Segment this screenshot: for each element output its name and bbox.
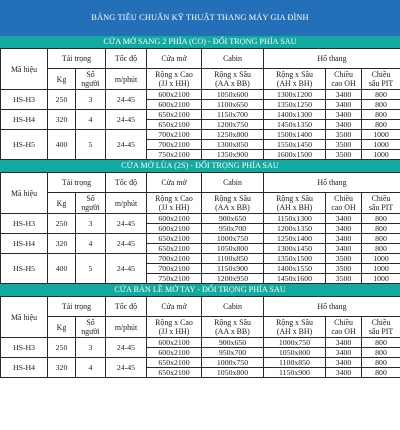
cell-hoist: 1500x1400 bbox=[264, 130, 326, 140]
header-pit-line2: sâu PIT bbox=[368, 203, 394, 212]
header-oh bbox=[326, 317, 362, 338]
header-door-size-line2: (JJ x HH) bbox=[158, 327, 190, 336]
cell-door: 600x2100 bbox=[147, 100, 202, 110]
header-hoist-size-line1: Rộng x Sâu bbox=[276, 194, 313, 203]
header-speed-unit: m/phút bbox=[106, 317, 147, 338]
cell-pit: 800 bbox=[362, 110, 400, 120]
cell-model: HS-H4 bbox=[1, 358, 48, 378]
header-hoist-size-line1: Rộng x Sâu bbox=[276, 318, 313, 327]
cell-door: 600x2100 bbox=[147, 224, 202, 234]
cell-cabin: 1050x800 bbox=[202, 368, 264, 378]
cell-cabin: 1300x850 bbox=[202, 140, 264, 150]
page-title: BẢNG TIÊU CHUẨN KỸ THUẬT THANG MÁY GIA ĐÌNH bbox=[0, 0, 400, 36]
cell-oh: 3400 bbox=[326, 100, 362, 110]
header-pit bbox=[362, 317, 400, 338]
cell-door: 650x2100 bbox=[147, 110, 202, 120]
cell-speed: 24-45 bbox=[106, 130, 147, 160]
cell-oh: 3400 bbox=[326, 90, 362, 100]
cell-hoist: 1550x1450 bbox=[264, 140, 326, 150]
cell-door: 600x2100 bbox=[147, 214, 202, 224]
cell-cabin: 950x700 bbox=[202, 348, 264, 358]
header-cabin-size bbox=[202, 317, 264, 338]
cell-oh: 3500 bbox=[326, 274, 362, 284]
cell-cabin: 1050x600 bbox=[202, 90, 264, 100]
header-persons-line1: Số bbox=[86, 70, 95, 79]
header-cabin-size-line2: (AA x BB) bbox=[215, 327, 250, 336]
section-banner: CỬA MỞ LÙA (2S) - ĐỐI TRỌNG PHÍA SAU bbox=[0, 160, 400, 172]
cell-pit: 1000 bbox=[362, 254, 400, 264]
header-load: Tải trọng bbox=[48, 297, 106, 317]
header-persons-line2: người bbox=[81, 327, 100, 336]
cell-cabin: 1100x650 bbox=[202, 100, 264, 110]
table-row bbox=[1, 338, 400, 348]
cell-hoist: 1050x800 bbox=[264, 348, 326, 358]
cell-pit: 800 bbox=[362, 368, 400, 378]
cell-model: HS-H3 bbox=[1, 90, 48, 110]
table-row bbox=[1, 90, 400, 100]
header-cabin: Cabin bbox=[202, 297, 264, 317]
header-cabin-size bbox=[202, 69, 264, 90]
header-door-size-line2: (JJ x HH) bbox=[158, 79, 190, 88]
header-oh-line2: cao OH bbox=[331, 327, 356, 336]
cell-pit: 800 bbox=[362, 244, 400, 254]
cell-model: HS-H4 bbox=[1, 110, 48, 130]
header-oh bbox=[326, 69, 362, 90]
header-cabin-size-line1: Rộng x Sâu bbox=[214, 70, 251, 79]
header-speed: Tốc độ bbox=[106, 173, 147, 193]
cell-pit: 800 bbox=[362, 234, 400, 244]
table-row bbox=[1, 358, 400, 368]
header-load: Tải trọng bbox=[48, 173, 106, 193]
cell-oh: 3500 bbox=[326, 264, 362, 274]
table-row bbox=[1, 234, 400, 244]
section-banner: CỬA BẢN LỀ MỞ TAY - ĐỐI TRỌNG PHÍA SAU bbox=[0, 284, 400, 296]
header-kg: Kg bbox=[48, 317, 76, 338]
header-speed-unit: m/phút bbox=[106, 69, 147, 90]
cell-model: HS-H5 bbox=[1, 254, 48, 284]
header-model: Mã hiệu bbox=[1, 173, 48, 214]
header-kg: Kg bbox=[48, 69, 76, 90]
header-hoist-size-line2: (AH x BH) bbox=[276, 327, 313, 336]
cell-oh: 3400 bbox=[326, 120, 362, 130]
header-pit-line1: Chiều bbox=[371, 194, 391, 203]
header-hoist-size bbox=[264, 317, 326, 338]
header-oh-line1: Chiều bbox=[334, 70, 353, 79]
cell-hoist: 1100x850 bbox=[264, 358, 326, 368]
header-oh bbox=[326, 193, 362, 214]
cell-speed: 24-45 bbox=[106, 254, 147, 284]
header-hoist-size bbox=[264, 193, 326, 214]
header-cabin: Cabin bbox=[202, 173, 264, 193]
cell-oh: 3500 bbox=[326, 140, 362, 150]
cell-door: 700x2100 bbox=[147, 254, 202, 264]
cell-cabin: 1350x900 bbox=[202, 150, 264, 160]
header-hoistway: Hố thang bbox=[264, 49, 400, 69]
cell-door: 750x2100 bbox=[147, 150, 202, 160]
cell-door: 750x2100 bbox=[147, 274, 202, 284]
header-speed: Tốc độ bbox=[106, 297, 147, 317]
cell-cabin: 1150x900 bbox=[202, 264, 264, 274]
cell-door: 700x2100 bbox=[147, 140, 202, 150]
header-persons-line2: người bbox=[81, 203, 100, 212]
header-load: Tải trọng bbox=[48, 49, 106, 69]
cell-kg: 400 bbox=[48, 130, 76, 160]
cell-hoist: 1600x1500 bbox=[264, 150, 326, 160]
cell-model: HS-H5 bbox=[1, 130, 48, 160]
cell-door: 650x2100 bbox=[147, 358, 202, 368]
cell-hoist: 1300x1450 bbox=[264, 244, 326, 254]
cell-oh: 3400 bbox=[326, 214, 362, 224]
cell-hoist: 1400x1550 bbox=[264, 264, 326, 274]
cell-oh: 3400 bbox=[326, 110, 362, 120]
cell-kg: 250 bbox=[48, 214, 76, 234]
cell-oh: 3500 bbox=[326, 254, 362, 264]
cell-pit: 1000 bbox=[362, 264, 400, 274]
cell-cabin: 1200x750 bbox=[202, 120, 264, 130]
cell-pit: 800 bbox=[362, 90, 400, 100]
cell-hoist: 1200x1350 bbox=[264, 224, 326, 234]
cell-door: 700x2100 bbox=[147, 264, 202, 274]
cell-hoist: 1450x1350 bbox=[264, 120, 326, 130]
header-door-size bbox=[147, 317, 202, 338]
cell-speed: 24-45 bbox=[106, 110, 147, 130]
header-persons bbox=[76, 193, 106, 214]
spec-table bbox=[0, 48, 400, 160]
header-pit-line2: sâu PIT bbox=[368, 327, 394, 336]
header-model: Mã hiệu bbox=[1, 297, 48, 338]
cell-door: 650x2100 bbox=[147, 234, 202, 244]
cell-hoist: 1450x1600 bbox=[264, 274, 326, 284]
cell-door: 650x2100 bbox=[147, 368, 202, 378]
header-speed-unit: m/phút bbox=[106, 193, 147, 214]
cell-pit: 1000 bbox=[362, 274, 400, 284]
cell-speed: 24-45 bbox=[106, 214, 147, 234]
header-door-size-line1: Rộng x Cao bbox=[155, 318, 193, 327]
header-door: Cửa mở bbox=[147, 297, 202, 317]
cell-pit: 800 bbox=[362, 348, 400, 358]
cell-door: 650x2100 bbox=[147, 244, 202, 254]
cell-hoist: 1350x1500 bbox=[264, 254, 326, 264]
section-banner: CỬA MỞ SANG 2 PHÍA (CO) - ĐỐI TRỌNG PHÍA SAU bbox=[0, 36, 400, 48]
table-row bbox=[1, 130, 400, 140]
header-pit bbox=[362, 193, 400, 214]
header-kg: Kg bbox=[48, 193, 76, 214]
header-model: Mã hiệu bbox=[1, 49, 48, 90]
cell-cabin: 900x650 bbox=[202, 338, 264, 348]
cell-oh: 3400 bbox=[326, 368, 362, 378]
cell-persons: 5 bbox=[76, 130, 106, 160]
cell-speed: 24-45 bbox=[106, 358, 147, 378]
header-cabin-size-line1: Rộng x Sâu bbox=[214, 194, 251, 203]
cell-pit: 800 bbox=[362, 100, 400, 110]
header-persons-line2: người bbox=[81, 79, 100, 88]
header-oh-line2: cao OH bbox=[331, 79, 356, 88]
cell-hoist: 1150x1300 bbox=[264, 214, 326, 224]
cell-door: 600x2100 bbox=[147, 90, 202, 100]
cell-speed: 24-45 bbox=[106, 234, 147, 254]
cell-door: 600x2100 bbox=[147, 338, 202, 348]
cell-kg: 320 bbox=[48, 234, 76, 254]
cell-hoist: 1150x900 bbox=[264, 368, 326, 378]
cell-pit: 800 bbox=[362, 338, 400, 348]
cell-pit: 1000 bbox=[362, 150, 400, 160]
cell-oh: 3400 bbox=[326, 358, 362, 368]
cell-persons: 4 bbox=[76, 110, 106, 130]
header-cabin-size-line2: (AA x BB) bbox=[215, 203, 250, 212]
spec-table bbox=[0, 172, 400, 284]
header-pit bbox=[362, 69, 400, 90]
header-door-size-line1: Rộng x Cao bbox=[155, 70, 193, 79]
header-oh-line1: Chiều bbox=[334, 194, 353, 203]
header-door-size-line2: (JJ x HH) bbox=[158, 203, 190, 212]
header-pit-line1: Chiều bbox=[371, 318, 391, 327]
header-oh-line2: cao OH bbox=[331, 203, 356, 212]
header-persons-line1: Số bbox=[86, 318, 95, 327]
cell-door: 700x2100 bbox=[147, 130, 202, 140]
cell-model: HS-H3 bbox=[1, 214, 48, 234]
cell-hoist: 1400x1300 bbox=[264, 110, 326, 120]
cell-cabin: 1200x950 bbox=[202, 274, 264, 284]
header-hoistway: Hố thang bbox=[264, 297, 400, 317]
cell-oh: 3500 bbox=[326, 150, 362, 160]
cell-oh: 3400 bbox=[326, 348, 362, 358]
header-cabin-size-line2: (AA x BB) bbox=[215, 79, 250, 88]
header-door-size bbox=[147, 69, 202, 90]
cell-hoist: 1250x1400 bbox=[264, 234, 326, 244]
cell-oh: 3400 bbox=[326, 244, 362, 254]
cell-kg: 250 bbox=[48, 338, 76, 358]
header-cabin-size bbox=[202, 193, 264, 214]
header-hoist-size bbox=[264, 69, 326, 90]
cell-hoist: 1000x750 bbox=[264, 338, 326, 348]
cell-cabin: 1250x800 bbox=[202, 130, 264, 140]
cell-persons: 4 bbox=[76, 234, 106, 254]
header-cabin: Cabin bbox=[202, 49, 264, 69]
cell-cabin: 1050x800 bbox=[202, 244, 264, 254]
cell-hoist: 1300x1200 bbox=[264, 90, 326, 100]
cell-oh: 3400 bbox=[326, 224, 362, 234]
header-door: Cửa mở bbox=[147, 173, 202, 193]
header-pit-line2: sâu PIT bbox=[368, 79, 394, 88]
cell-pit: 1000 bbox=[362, 140, 400, 150]
cell-cabin: 1000x750 bbox=[202, 234, 264, 244]
cell-cabin: 1000x750 bbox=[202, 358, 264, 368]
header-hoist-size-line2: (AH x BH) bbox=[276, 203, 313, 212]
cell-pit: 1000 bbox=[362, 130, 400, 140]
cell-persons: 3 bbox=[76, 214, 106, 234]
cell-door: 600x2100 bbox=[147, 348, 202, 358]
table-row bbox=[1, 254, 400, 264]
header-pit-line1: Chiều bbox=[371, 70, 391, 79]
cell-persons: 3 bbox=[76, 338, 106, 358]
cell-speed: 24-45 bbox=[106, 338, 147, 358]
header-hoist-size-line2: (AH x BH) bbox=[276, 79, 313, 88]
cell-pit: 800 bbox=[362, 214, 400, 224]
header-persons-line1: Số bbox=[86, 194, 95, 203]
cell-oh: 3400 bbox=[326, 338, 362, 348]
cell-pit: 800 bbox=[362, 358, 400, 368]
header-hoistway: Hố thang bbox=[264, 173, 400, 193]
cell-persons: 4 bbox=[76, 358, 106, 378]
header-persons bbox=[76, 69, 106, 90]
cell-persons: 5 bbox=[76, 254, 106, 284]
table-row bbox=[1, 110, 400, 120]
header-speed: Tốc độ bbox=[106, 49, 147, 69]
cell-door: 650x2100 bbox=[147, 120, 202, 130]
cell-kg: 400 bbox=[48, 254, 76, 284]
cell-cabin: 1150x700 bbox=[202, 110, 264, 120]
header-door: Cửa mở bbox=[147, 49, 202, 69]
header-door-size bbox=[147, 193, 202, 214]
header-door-size-line1: Rộng x Cao bbox=[155, 194, 193, 203]
cell-pit: 800 bbox=[362, 120, 400, 130]
spec-table bbox=[0, 296, 400, 378]
table-row bbox=[1, 214, 400, 224]
cell-kg: 320 bbox=[48, 358, 76, 378]
cell-persons: 3 bbox=[76, 90, 106, 110]
sections-container bbox=[0, 36, 400, 378]
header-persons bbox=[76, 317, 106, 338]
cell-model: HS-H4 bbox=[1, 234, 48, 254]
cell-model: HS-H3 bbox=[1, 338, 48, 358]
cell-kg: 320 bbox=[48, 110, 76, 130]
cell-hoist: 1350x1250 bbox=[264, 100, 326, 110]
cell-cabin: 950x700 bbox=[202, 224, 264, 234]
cell-cabin: 1100x850 bbox=[202, 254, 264, 264]
cell-speed: 24-45 bbox=[106, 90, 147, 110]
cell-oh: 3500 bbox=[326, 130, 362, 140]
cell-oh: 3400 bbox=[326, 234, 362, 244]
cell-pit: 800 bbox=[362, 224, 400, 234]
cell-kg: 250 bbox=[48, 90, 76, 110]
header-hoist-size-line1: Rộng x Sâu bbox=[276, 70, 313, 79]
cell-cabin: 900x650 bbox=[202, 214, 264, 224]
header-cabin-size-line1: Rộng x Sâu bbox=[214, 318, 251, 327]
header-oh-line1: Chiều bbox=[334, 318, 353, 327]
